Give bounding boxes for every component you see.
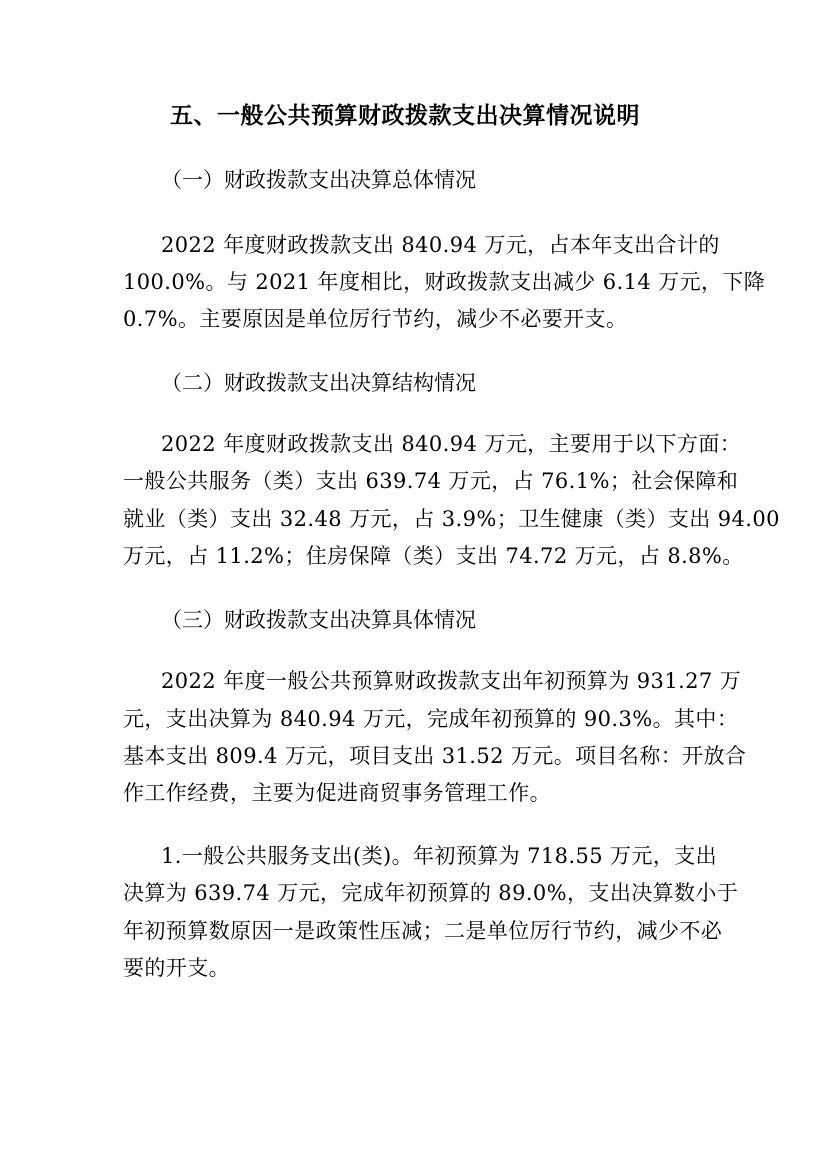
section-3-paragraph-1-line-1: 2022 年度一般公共预算财政拨款支出年初预算为 931.27 万 (161, 669, 742, 693)
section-2-line-2: 一般公共服务（类）支出 639.74 万元，占 76.1%；社会保障和 (123, 469, 739, 493)
section-3-heading: （三）财政拨款支出决算具体情况 (161, 608, 476, 632)
section-3-paragraph-2-line-3: 年初预算数原因一是政策性压减；二是单位厉行节约，减少不必 (123, 919, 723, 943)
section-2-line-4: 万元，占 11.2%；住房保障（类）支出 74.72 万元，占 8.8%。 (123, 544, 744, 568)
section-1-line-2: 100.0%。与 2021 年度相比，财政拨款支出减少 6.14 万元，下降 (123, 270, 766, 294)
section-3-paragraph-2-line-4: 要的开支。 (123, 956, 230, 980)
section-2-line-3: 就业（类）支出 32.48 万元，占 3.9%；卫生健康（类）支出 94.00 (123, 507, 780, 531)
section-3-paragraph-1-line-3: 基本支出 809.4 万元，项目支出 31.52 万元。项目名称：开放合 (123, 744, 747, 768)
section-3-paragraph-1-line-4: 作工作经费，主要为促进商贸事务管理工作。 (123, 781, 551, 805)
section-3-paragraph-2-line-2: 决算为 639.74 万元，完成年初预算的 89.0%，支出决算数小于 (123, 881, 739, 905)
section-3-paragraph-2-line-1: 1.一般公共服务支出(类)。年初预算为 718.55 万元，支出 (161, 844, 718, 868)
section-1-line-3: 0.7%。主要原因是单位厉行节约，减少不必要开支。 (123, 307, 628, 331)
section-1-heading: （一）财政拨款支出决算总体情况 (161, 168, 476, 192)
section-2-line-1: 2022 年度财政拨款支出 840.94 万元，主要用于以下方面： (161, 432, 742, 456)
section-1-line-1: 2022 年度财政拨款支出 840.94 万元，占本年支出合计的 (161, 233, 720, 257)
page-title: 五、一般公共预算财政拨款支出决算情况说明 (170, 103, 640, 129)
section-2-heading: （二）财政拨款支出决算结构情况 (161, 371, 476, 395)
section-3-paragraph-1-line-2: 元，支出决算为 840.94 万元，完成年初预算的 90.3%。其中： (123, 707, 739, 731)
